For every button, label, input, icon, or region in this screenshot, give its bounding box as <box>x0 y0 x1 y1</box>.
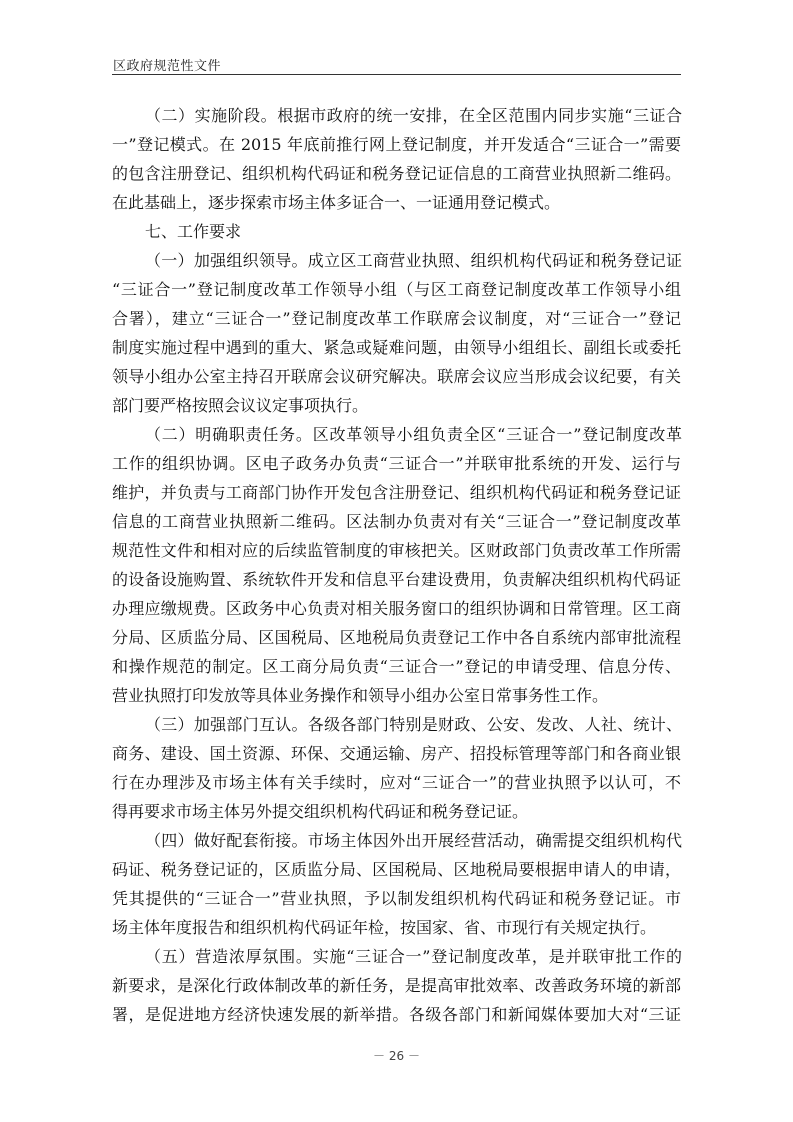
paragraph-line: 维护，并负责与工商部门协作开发包含注册登记、组织机构代码证和税务登记证 <box>112 483 681 502</box>
page-number: － 26 － <box>373 1049 420 1063</box>
paragraph-line: “三证合一”登记制度改革工作领导小组（与区工商登记制度改革工作领导小组 <box>112 280 681 299</box>
paragraph-line: 商务、建设、国土资源、环保、交通运输、房产、招投标管理等部门和各商业银 <box>112 744 681 763</box>
paragraph-line: 新要求，是深化行政体制改革的新任务，是提高审批效率、改善政务环境的新部 <box>112 976 681 995</box>
section-heading: 七、工作要求 <box>145 222 242 241</box>
paragraph-line: 行在办理涉及市场主体有关手续时，应对“三证合一”的营业执照予以认可，不 <box>112 773 681 792</box>
paragraph-line: 场主体年度报告和组织机构代码证年检，按国家、省、市现行有关规定执行。 <box>112 918 657 937</box>
paragraph-line: （五）营造浓厚氛围。实施“三证合一”登记制度改革，是并联审批工作的 <box>145 947 682 966</box>
paragraph-line: 和操作规范的制定。区工商分局负责“三证合一”登记的申请受理、信息分传、 <box>112 657 681 676</box>
paragraph-line: 凭其提供的“三证合一”营业执照，予以制发组织机构代码证和税务登记证。市 <box>112 889 681 908</box>
paragraph-line: 的包含注册登记、组织机构代码证和税务登记证信息的工商营业执照新二维码。 <box>112 164 681 183</box>
paragraph-line: 制度实施过程中遇到的重大、紧急或疑难问题，由领导小组组长、副组长或委托 <box>112 338 681 357</box>
paragraph-line: 的设备设施购置、系统软件开发和信息平台建设费用，负责解决组织机构代码证 <box>112 570 681 589</box>
header-divider <box>112 74 681 75</box>
paragraph-line: （三）加强部门互认。各级各部门特别是财政、公安、发改、人社、统计、 <box>145 715 682 734</box>
paragraph-line: 在此基础上，逐步探索市场主体多证合一、一证通用登记模式。 <box>112 193 561 212</box>
paragraph-line: 信息的工商营业执照新二维码。区法制办负责对有关“三证合一”登记制度改革 <box>112 512 681 531</box>
paragraph-line: （四）做好配套衔接。市场主体因外出开展经营活动，确需提交组织机构代 <box>145 831 682 850</box>
paragraph-line: 一”登记模式。在 2015 年底前推行网上登记制度，并开发适合“三证合一”需要 <box>112 135 681 154</box>
paragraph-line: 分局、区质监分局、区国税局、区地税局负责登记工作中各自系统内部审批流程 <box>112 628 681 647</box>
paragraph-line: 署，是促进地方经济快速发展的新举措。各级各部门和新闻媒体要加大对“三证 <box>112 1005 681 1024</box>
paragraph-line: 码证、税务登记证的，区质监分局、区国税局、区地税局要根据申请人的申请， <box>112 860 681 879</box>
paragraph-line: 得再要求市场主体另外提交组织机构代码证和税务登记证。 <box>112 802 529 821</box>
paragraph-line: （二）明确职责任务。区改革领导小组负责全区“三证合一”登记制度改革 <box>145 425 682 444</box>
paragraph-line: 规范性文件和相对应的后续监管制度的审核把关。区财政部门负责改革工作所需 <box>112 541 681 560</box>
paragraph-line: 部门要严格按照会议议定事项执行。 <box>112 396 369 415</box>
paragraph-line: 办理应缴规费。区政务中心负责对相关服务窗口的组织协调和日常管理。区工商 <box>112 599 681 618</box>
paragraph-line: （一）加强组织领导。成立区工商营业执照、组织机构代码证和税务登记证 <box>145 251 682 270</box>
paragraph-line: 合署），建立“三证合一”登记制度改革工作联席会议制度，对“三证合一”登记 <box>112 309 681 328</box>
paragraph-line: （二）实施阶段。根据市政府的统一安排，在全区范围内同步实施“三证合 <box>145 106 682 125</box>
paragraph-line: 领导小组办公室主持召开联席会议研究解决。联席会议应当形成会议纪要，有关 <box>112 367 681 386</box>
paragraph-line: 营业执照打印发放等具体业务操作和领导小组办公室日常事务性工作。 <box>112 686 609 705</box>
document-header-title: 区政府规范性文件 <box>113 59 222 74</box>
paragraph-line: 工作的组织协调。区电子政务办负责“三证合一”并联审批系统的开发、运行与 <box>112 454 681 473</box>
